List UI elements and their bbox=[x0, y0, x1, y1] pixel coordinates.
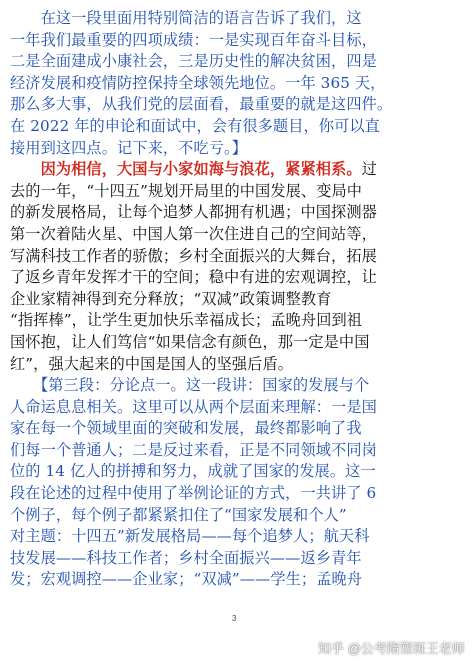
text-line bbox=[10, 548, 466, 570]
text-line bbox=[10, 310, 466, 332]
text-segment: 的新发展格局，让每个追梦人都拥有机遇；中国探测器 bbox=[10, 203, 377, 222]
text-line bbox=[10, 138, 466, 160]
text-segment: 接用到这四点。记下来，不吃亏。】 bbox=[10, 138, 247, 157]
text-line bbox=[10, 8, 466, 30]
text-segment: 人命运息息相关。这里可以从两个层面来理解：一是国 bbox=[10, 397, 377, 416]
text-line bbox=[10, 246, 466, 268]
highlighted-text: 因为相信，大国与小家如海与浪花，紧紧相系。 bbox=[10, 160, 362, 179]
text-segment: 去的一年，“十四五”规划开局里的中国发展、变局中 bbox=[10, 181, 363, 200]
watermark: 知乎 @公考隋塑斑王老师 bbox=[318, 641, 465, 656]
text-segment: 了返乡青年发挥才干的空间；稳中有进的宏观调控，让 bbox=[10, 268, 377, 287]
text-line bbox=[10, 267, 466, 289]
text-segment: 在这一段里面用特别简洁的语言告诉了我们，这 bbox=[10, 9, 362, 27]
document-body bbox=[10, 8, 466, 591]
text-line bbox=[10, 375, 466, 397]
text-line bbox=[10, 418, 466, 440]
text-segment: 写满科技工作者的骄傲；乡村全面振兴的大舞台，拓展 bbox=[10, 246, 377, 265]
text-line bbox=[10, 505, 466, 527]
text-segment: 国怀抱，让人们笃信“如果信念有颜色，那一定是中国 bbox=[10, 332, 370, 351]
text-line bbox=[10, 526, 466, 548]
text-segment: 发；宏观调控——企业家；“双减”——学生；孟晚舟 bbox=[10, 570, 363, 589]
text-segment: 位的 14 亿人的拼搏和努力，成就了国家的发展。这一 bbox=[10, 462, 376, 481]
text-segment: 第一次着陆火星、中国人第一次住进自己的空间站等， bbox=[10, 224, 377, 243]
text-line bbox=[10, 354, 466, 376]
text-segment: 们每一个普通人；二是反过来看，正是不同领域不同岗 bbox=[10, 440, 377, 459]
text-segment: 对主题：十四五”新发展格局——每个追梦人；航天科 bbox=[10, 527, 370, 546]
text-segment: 过 bbox=[361, 160, 377, 179]
text-segment: 二是全面建成小康社会，三是历史性的解决贫困，四是 bbox=[10, 52, 377, 71]
text-line bbox=[10, 332, 466, 354]
text-line bbox=[10, 289, 466, 311]
text-line bbox=[10, 440, 466, 462]
text-line bbox=[10, 461, 466, 483]
text-segment: 红”，强大起来的中国是国人的坚强后盾。 bbox=[10, 354, 294, 373]
text-line bbox=[10, 397, 466, 419]
text-line bbox=[10, 483, 466, 505]
text-line bbox=[10, 51, 466, 73]
text-segment: 技发展——科技工作者；乡村全面振兴——返乡青年 bbox=[10, 548, 362, 567]
text-line bbox=[10, 116, 466, 138]
text-line bbox=[10, 159, 466, 181]
text-line bbox=[10, 202, 466, 224]
text-line bbox=[10, 181, 466, 203]
text-segment: “指挥棒”，让学生更加快乐幸福成长；孟晚舟回到祖 bbox=[10, 311, 363, 330]
text-segment: 那么多大事，从我们党的层面看，最重要的就是这四件。 bbox=[10, 95, 393, 114]
text-segment: 一年我们最重要的四项成绩：一是实现百年奋斗目标， bbox=[10, 30, 377, 49]
text-line bbox=[10, 224, 466, 246]
text-line bbox=[10, 569, 466, 591]
text-segment: 家在每一个领域里面的突破和发展，最终都影响了我 bbox=[10, 419, 362, 438]
text-segment: 企业家精神得到充分释放；“双减”政策调整教育 bbox=[10, 289, 332, 308]
text-segment: 【第三段：分论点一。这一段讲：国家的发展与个 bbox=[10, 376, 370, 395]
text-line bbox=[10, 30, 466, 52]
text-segment: 在 2022 年的申论和面试中，会有很多题目，你可以直 bbox=[10, 116, 380, 135]
text-segment: 段在论述的过程中使用了举例论证的方式，一共讲了 6 bbox=[10, 484, 377, 503]
text-segment: 经济发展和疫情防控保持全球领先地位。一年 365 天， bbox=[10, 73, 386, 92]
page-number: 3 bbox=[232, 614, 237, 623]
text-line bbox=[10, 94, 466, 116]
text-segment: 个例子，每个例子都紧紧扣住了“国家发展和个人” bbox=[10, 505, 347, 524]
text-line bbox=[10, 73, 466, 95]
